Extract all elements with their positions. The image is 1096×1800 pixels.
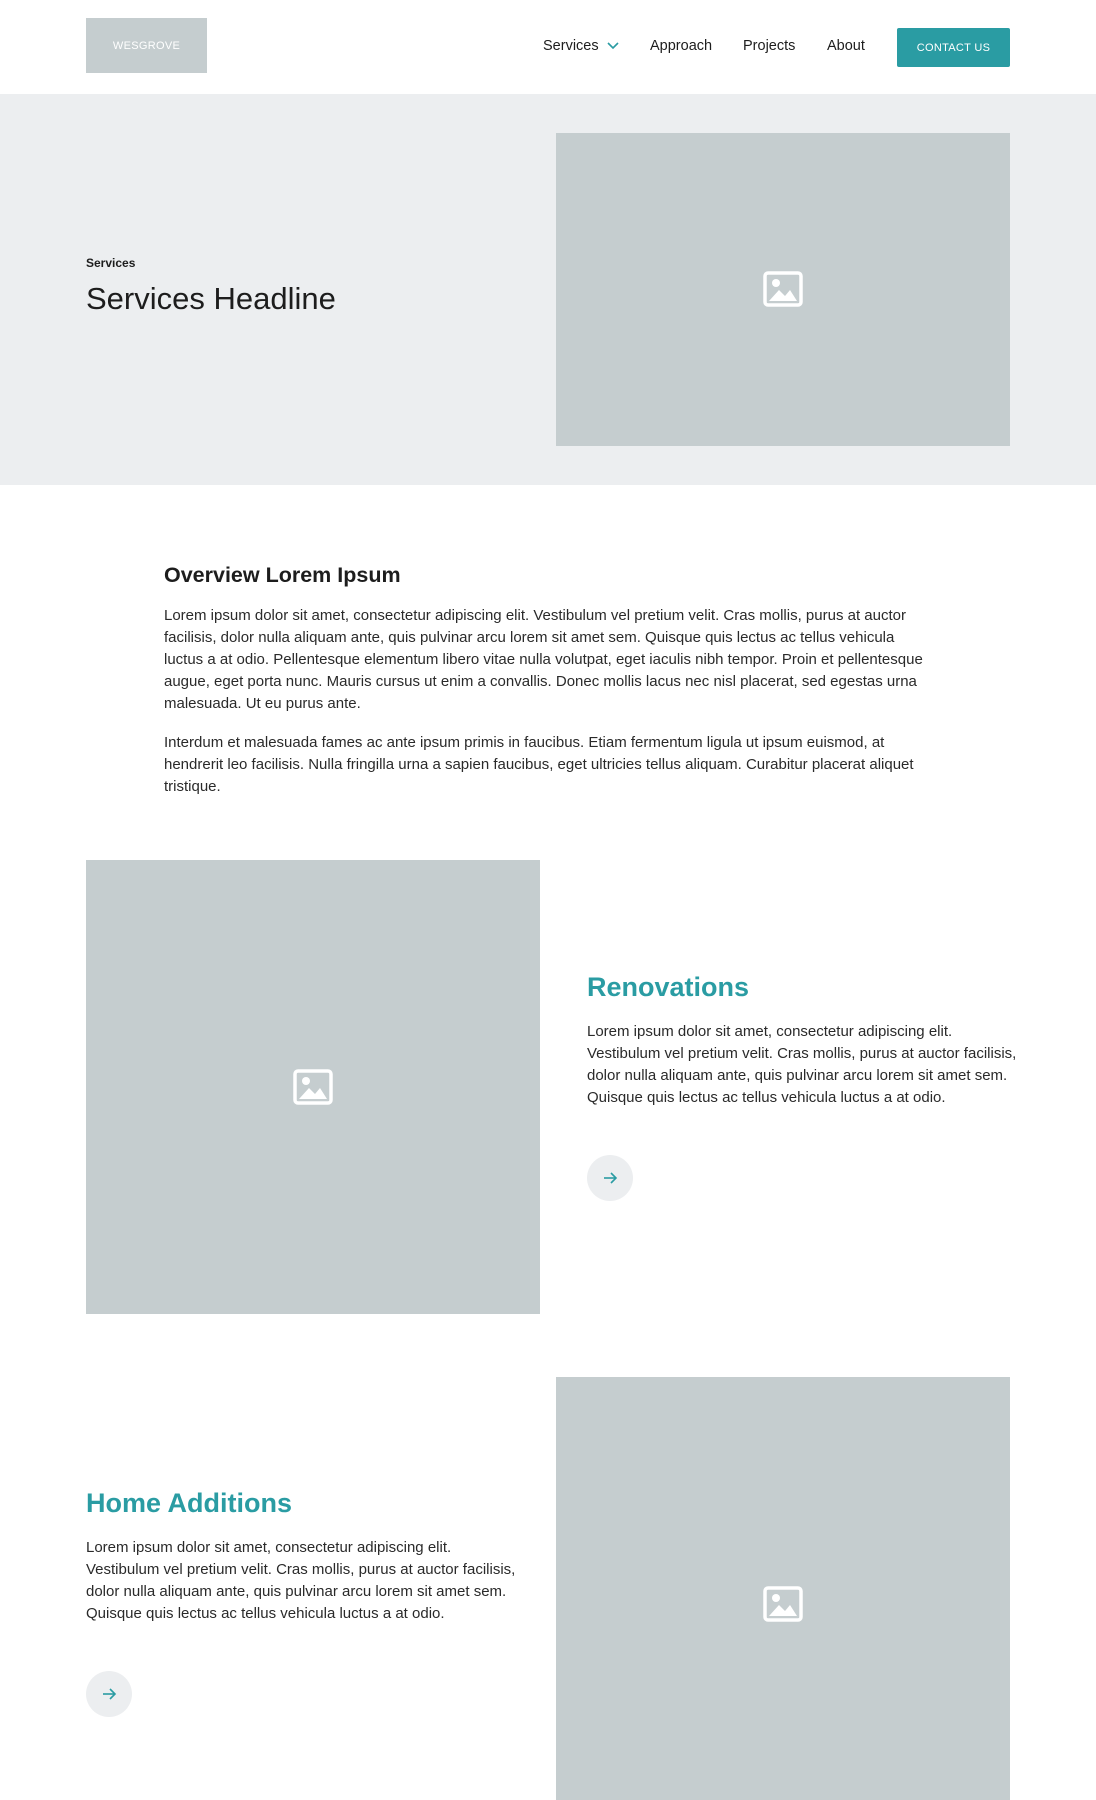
home-additions-arrow-button[interactable] — [86, 1671, 132, 1717]
page-title: Services Headline — [86, 281, 336, 316]
overview-paragraph: Interdum et malesuada fames ac ante ipsum primis in faucibus. Etiam fermentum ligula ut ipsum euismod, at hendrerit leo facilisis. Nulla fringilla urna a sapien faucibus, eget ultricies tellus aliquam. Curabitur placerat aliquet tristique. — [164, 734, 914, 795]
hero-section — [0, 94, 1096, 485]
nav-services[interactable]: Services — [543, 38, 599, 54]
feature-description: Lorem ipsum dolor sit amet, consectetur adipiscing elit. Vestibulum vel pretium velit. Cras mollis, purus at auctor facilisis, dolor nulla aliquam ante, quis pulvinar arcu lorem sit amet sem. Quisque quis lectus ac tellus vehicula luctus a at odio. — [86, 1539, 516, 1622]
feature-description: Lorem ipsum dolor sit amet, consectetur adipiscing elit. Vestibulum vel pretium velit. Cras mollis, purus at auctor facilisis, dolor nulla aliquam ante, quis pulvinar arcu lorem sit amet sem. Quisque quis lectus ac tellus vehicula luctus a at odio. — [587, 1023, 1017, 1106]
overview-paragraph: Lorem ipsum dolor sit amet, consectetur adipiscing elit. Vestibulum vel pretium velit. Cras mollis, purus at auctor facilisis, dolor nulla aliquam ante, quis pulvinar arcu lorem sit amet sem. Quisque quis lectus ac tellus vehicula luctus a at odio. Pellentesque elementum libero vitae nulla volutpat, eget iaculis nibh tempor. Proin et pellentesque augue, eget porta nunc. Mauris cursus ut enim a convallis. Donec mollis lacus nec nisl placerat, sed egestas urna malesuada. Ut eu purus ante. — [164, 607, 923, 712]
contact-us-button[interactable]: CONTACT US — [897, 28, 1010, 67]
logo[interactable]: WESGROVE — [86, 18, 207, 73]
nav-approach[interactable]: Approach — [650, 38, 713, 54]
hero-image — [556, 133, 1010, 446]
arrow-right-icon — [101, 1687, 117, 1701]
chevron-down-icon[interactable] — [606, 41, 620, 50]
feature-title: Renovations — [587, 972, 750, 1002]
renovations-arrow-button[interactable] — [587, 1155, 633, 1201]
site-header — [0, 0, 1096, 94]
image-icon — [293, 1069, 333, 1105]
feature-title: Home Additions — [86, 1488, 292, 1518]
nav-projects[interactable]: Projects — [743, 38, 796, 54]
image-icon — [763, 1586, 803, 1622]
arrow-right-icon — [602, 1171, 618, 1185]
image-icon — [763, 271, 803, 307]
home-additions-image — [556, 1377, 1010, 1800]
nav-about[interactable]: About — [827, 38, 865, 54]
hero-eyebrow: Services — [86, 256, 136, 270]
overview-title: Overview Lorem Ipsum — [164, 563, 401, 587]
renovations-image — [86, 860, 540, 1314]
